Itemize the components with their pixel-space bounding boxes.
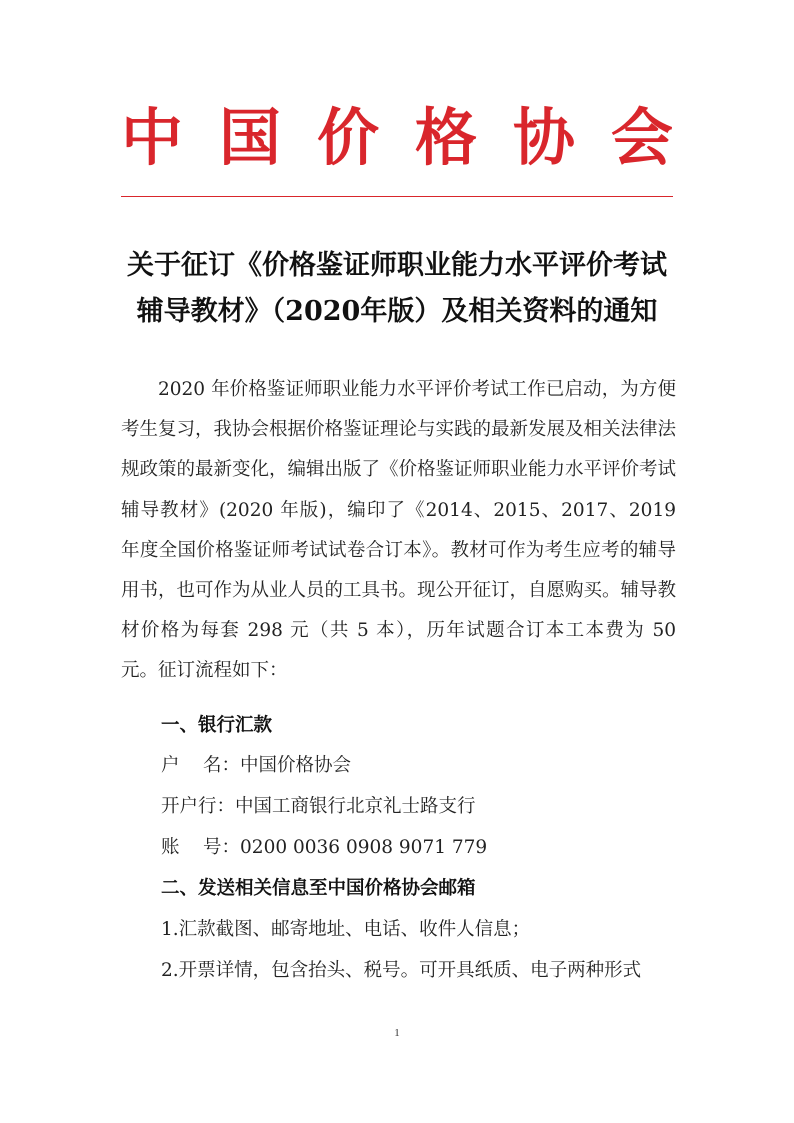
section-heading-send-info: 二、发送相关信息至中国价格协会邮箱 xyxy=(161,878,476,899)
list-item: 2.开票详情，包含抬头、税号。可开具纸质、电子两种形式 xyxy=(161,960,642,981)
page-number: 1 xyxy=(394,1027,400,1039)
list-item: 1.汇款截图、邮寄地址、电话、收件人信息； xyxy=(161,919,531,940)
intro-paragraph: 2020 年价格鉴证师职业能力水平评价考试工作已启动，为方便考生复习，我协会根据价格鉴证理论与实践的最新发展及相关法律法规政策的最新变化，编辑出版了《价格鉴证师职业能力水平评价考试辅导教材》(2020 年版)，编印了《2014、2015、2017、2019 年度全国价格鉴证师考试试卷合订本》。教材可作为考生应考的辅导用书，也可作为从业人员的工具书。现公开征订，自愿购买。辅导教材价格为每套 298 元（共 5 本），历年试题合订本工本费为 50 元。征订流程如下： xyxy=(121,379,677,682)
title-line-1: 关于征订《价格鉴证师职业能力水平评价考试 xyxy=(127,250,667,281)
section-heading-bank-transfer: 一、银行汇款 xyxy=(161,715,273,736)
masthead xyxy=(121,98,673,178)
masthead-char: 格 xyxy=(414,101,477,174)
notice-title xyxy=(100,243,694,335)
masthead-divider xyxy=(121,196,673,197)
masthead-char: 价 xyxy=(316,101,379,174)
masthead-char: 中 xyxy=(121,101,184,174)
masthead-char: 国 xyxy=(218,101,281,174)
account-name: 户 名：中国价格协会 xyxy=(161,755,352,776)
title-line-2: 辅导教材》（2020年版）及相关资料的通知 xyxy=(136,296,658,327)
account-number: 账 号：0200 0036 0908 9071 779 xyxy=(161,837,488,858)
bank-name: 开户行：中国工商银行北京礼士路支行 xyxy=(161,796,476,817)
masthead-char: 会 xyxy=(610,101,673,174)
masthead-char: 协 xyxy=(512,101,575,174)
